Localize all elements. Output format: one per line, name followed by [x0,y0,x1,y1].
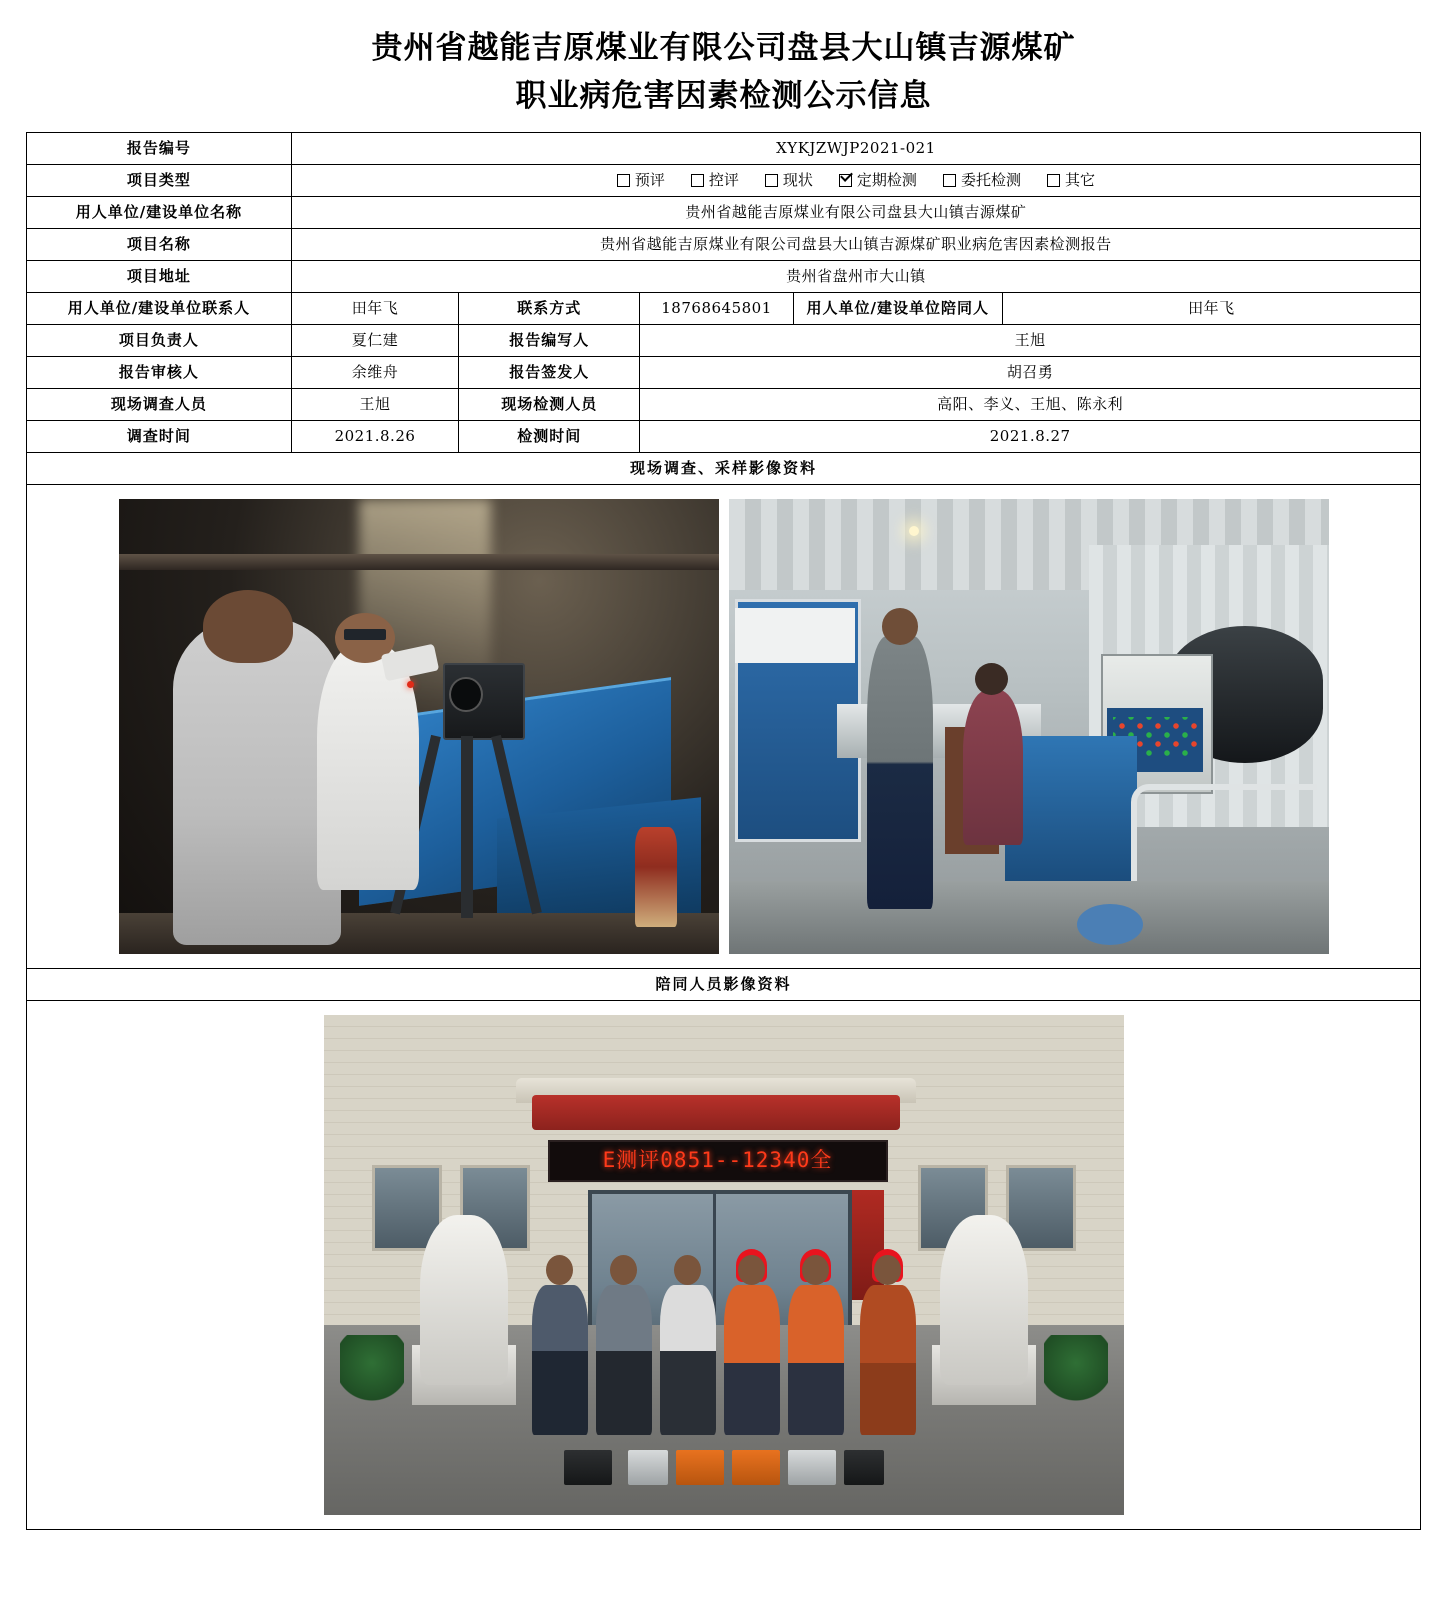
label-project-type: 项目类型 [27,165,292,197]
option-preeval[interactable] [617,170,665,191]
value-issuer: 胡召勇 [640,357,1421,389]
person-figure [532,1285,588,1435]
section-header-escort-photos: 陪同人员影像资料 [27,969,1421,1001]
option-label: 其它 [1064,171,1095,190]
value-reviewer: 余维舟 [291,357,458,389]
photo-group-front-building [324,1015,1124,1515]
document-title [26,0,1421,120]
value-escort: 田年飞 [1002,293,1420,325]
table-row-project-type [27,165,1421,197]
label-employer: 用人单位/建设单位名称 [27,197,292,229]
table-row-project-name [27,229,1421,261]
value-project-address: 贵州省盘州市大山镇 [291,261,1420,293]
project-type-options [296,170,1416,191]
person-figure [596,1285,652,1435]
label-surveyor: 现场调查人员 [27,389,292,421]
table-row-section-survey [27,453,1421,485]
title-line-2: 职业病危害因素检测公示信息 [515,78,932,115]
value-test-time: 2021.8.27 [640,421,1421,453]
value-testers: 高阳、李义、王旭、陈永利 [640,389,1421,421]
survey-photos-cell [27,485,1421,969]
value-contact: 田年飞 [291,293,458,325]
checkbox-checked-icon[interactable] [839,174,852,187]
option-label: 控评 [708,171,739,190]
label-issuer: 报告签发人 [459,357,640,389]
table-row-report-no [27,133,1421,165]
table-row-times [27,421,1421,453]
led-sign [548,1140,888,1182]
label-phone: 联系方式 [459,293,640,325]
option-status[interactable] [765,170,813,191]
person-figure [860,1285,916,1435]
label-writer: 报告编写人 [459,325,640,357]
escort-photo-cell [27,1001,1421,1530]
value-employer: 贵州省越能吉原煤业有限公司盘县大山镇吉源煤矿 [291,197,1420,229]
info-table [26,132,1421,1530]
table-row-survey-photos [27,485,1421,969]
table-row-contact [27,293,1421,325]
table-row-section-escort [27,969,1421,1001]
option-controleval[interactable] [691,170,739,191]
checkbox-icon[interactable] [765,174,778,187]
photo-site-sampling [119,499,719,954]
table-row-project-address [27,261,1421,293]
person-figure [660,1285,716,1435]
photo-workshop-survey [729,499,1329,954]
value-report-no: XYKJZWJP2021-021 [291,133,1420,165]
checkbox-icon[interactable] [617,174,630,187]
label-project-address: 项目地址 [27,261,292,293]
value-surveyor: 王旭 [291,389,458,421]
option-periodic-test[interactable] [839,170,917,191]
table-row-surveyor [27,389,1421,421]
label-test-time: 检测时间 [459,421,640,453]
option-label: 现状 [782,171,813,190]
title-line-1: 贵州省越能吉原煤业有限公司盘县大山镇吉源煤矿 [371,30,1076,66]
table-row-employer [27,197,1421,229]
option-commissioned-test[interactable] [943,170,1021,191]
table-row-reviewer [27,357,1421,389]
table-row-pm [27,325,1421,357]
label-testers: 现场检测人员 [459,389,640,421]
option-label: 预评 [634,171,665,190]
section-header-survey-photos: 现场调查、采样影像资料 [27,453,1421,485]
led-sign-text: E测评0851--12340全 [602,1148,833,1173]
checkbox-icon[interactable] [691,174,704,187]
label-reviewer: 报告审核人 [27,357,292,389]
option-other[interactable] [1047,170,1095,191]
checkbox-icon[interactable] [1047,174,1060,187]
option-label: 定期检测 [856,171,917,190]
person-figure [724,1285,780,1435]
value-survey-time: 2021.8.26 [291,421,458,453]
label-survey-time: 调查时间 [27,421,292,453]
value-phone: 18768645801 [640,293,793,325]
survey-photo-row [33,499,1414,954]
label-escort: 用人单位/建设单位陪同人 [793,293,1002,325]
person-figure [788,1285,844,1435]
table-row-escort-photo [27,1001,1421,1530]
value-pm: 夏仁建 [291,325,458,357]
label-report-no: 报告编号 [27,133,292,165]
checkbox-icon[interactable] [943,174,956,187]
option-label: 委托检测 [960,171,1021,190]
value-project-name: 贵州省越能吉原煤业有限公司盘县大山镇吉源煤矿职业病危害因素检测报告 [291,229,1420,261]
value-project-type [291,165,1420,197]
label-pm: 项目负责人 [27,325,292,357]
label-project-name: 项目名称 [27,229,292,261]
value-writer: 王旭 [640,325,1421,357]
label-contact: 用人单位/建设单位联系人 [27,293,292,325]
